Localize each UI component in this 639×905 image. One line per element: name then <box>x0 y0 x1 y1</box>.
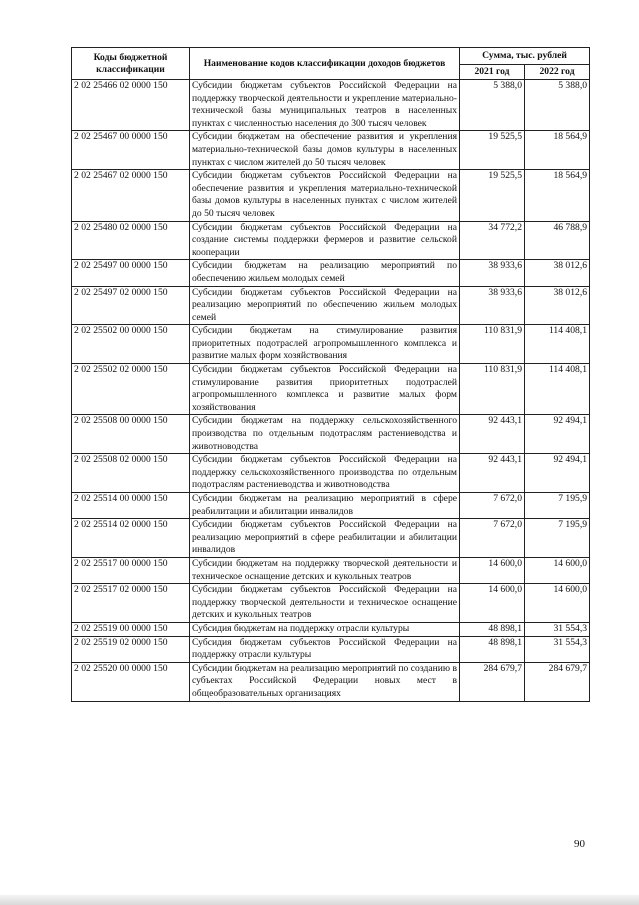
code-cell: 2 02 25514 00 0000 150 <box>72 493 190 519</box>
value-2022-cell: 38 012,6 <box>525 286 590 325</box>
code-cell: 2 02 25467 00 0000 150 <box>72 131 190 170</box>
value-2021-cell: 110 831,9 <box>460 364 525 415</box>
name-cell: Субсидии бюджетам субъектов Российской Федерации на создание системы поддержки фермеров и развитие сельской кооперации <box>190 221 460 260</box>
value-2021-cell: 110 831,9 <box>460 325 525 364</box>
code-cell: 2 02 25519 02 0000 150 <box>72 636 190 662</box>
value-2022-cell: 92 494,1 <box>525 454 590 493</box>
name-cell: Субсидии бюджетам субъектов Российской Федерации на поддержку творческой деятельности и техническое оснащение детских и кукольных театров <box>190 584 460 623</box>
header-year-2022: 2022 год <box>525 65 590 80</box>
value-2022-cell: 18 564,9 <box>525 170 590 221</box>
table-row <box>72 221 590 260</box>
header-sum: Сумма, тыс. рублей <box>460 48 590 65</box>
value-2021-cell: 48 898,1 <box>460 622 525 636</box>
name-cell: Субсидии бюджетам на поддержку творческой деятельности и техническое оснащение детских и кукольных театров <box>190 557 460 583</box>
header-name: Наименование кодов классификации доходов бюджетов <box>190 48 460 80</box>
value-2022-cell: 7 195,9 <box>525 493 590 519</box>
value-2021-cell: 92 443,1 <box>460 454 525 493</box>
value-2021-cell: 38 933,6 <box>460 286 525 325</box>
name-cell: Субсидии бюджетам субъектов Российской Федерации на стимулирование развития приоритетных подотраслей агропромышленного комплекса и развитие малых форм хозяйствования <box>190 364 460 415</box>
value-2022-cell: 92 494,1 <box>525 415 590 454</box>
value-2022-cell: 284 679,7 <box>525 662 590 701</box>
value-2022-cell: 38 012,6 <box>525 260 590 286</box>
table-row <box>72 260 590 286</box>
table-row <box>72 584 590 623</box>
code-cell: 2 02 25467 02 0000 150 <box>72 170 190 221</box>
table-row <box>72 325 590 364</box>
table-header <box>72 48 590 80</box>
table-row <box>72 454 590 493</box>
code-cell: 2 02 25517 02 0000 150 <box>72 584 190 623</box>
value-2022-cell: 31 554,3 <box>525 636 590 662</box>
value-2021-cell: 7 672,0 <box>460 493 525 519</box>
value-2021-cell: 19 525,5 <box>460 170 525 221</box>
name-cell: Субсидии бюджетам субъектов Российской Федерации на поддержку творческой деятельности и укрепление материально-технической базы муниципальных театров в населенных пунктах с численностью населения до 300 тысяч человек <box>190 80 460 131</box>
value-2022-cell: 31 554,3 <box>525 622 590 636</box>
value-2022-cell: 114 408,1 <box>525 325 590 364</box>
code-cell: 2 02 25520 00 0000 150 <box>72 662 190 701</box>
name-cell: Субсидии бюджетам на поддержку сельскохозяйственного производства по отдельным подотраслям растениеводства и животноводства <box>190 415 460 454</box>
table-body <box>72 80 590 702</box>
value-2021-cell: 5 388,0 <box>460 80 525 131</box>
name-cell: Субсидии бюджетам субъектов Российской Федерации на реализацию мероприятий в сфере реабилитации и абилитации инвалидов <box>190 519 460 558</box>
header-year-2021: 2021 год <box>460 65 525 80</box>
code-cell: 2 02 25480 02 0000 150 <box>72 221 190 260</box>
value-2022-cell: 18 564,9 <box>525 131 590 170</box>
name-cell: Субсидии бюджетам на реализацию мероприятий по обеспечению жильем молодых семей <box>190 260 460 286</box>
value-2021-cell: 38 933,6 <box>460 260 525 286</box>
table-row <box>72 415 590 454</box>
name-cell: Субсидии бюджетам на стимулирование развития приоритетных подотраслей агропромышленного комплекса и развитие малых форм хозяйствования <box>190 325 460 364</box>
name-cell: Субсидии бюджетам на реализацию мероприятий в сфере реабилитации и абилитации инвалидов <box>190 493 460 519</box>
table-row <box>72 557 590 583</box>
name-cell: Субсидии бюджетам на обеспечение развития и укрепления материально-технической базы домов культуры в населенных пунктах с числом жителей до 50 тысяч человек <box>190 131 460 170</box>
code-cell: 2 02 25519 00 0000 150 <box>72 622 190 636</box>
code-cell: 2 02 25508 02 0000 150 <box>72 454 190 493</box>
value-2022-cell: 5 388,0 <box>525 80 590 131</box>
value-2022-cell: 46 788,9 <box>525 221 590 260</box>
code-cell: 2 02 25502 02 0000 150 <box>72 364 190 415</box>
table-row <box>72 493 590 519</box>
value-2021-cell: 14 600,0 <box>460 557 525 583</box>
name-cell: Субсидии бюджетам субъектов Российской Федерации на обеспечение развития и укрепления материально-технической базы домов культуры в населенных пунктах с числом жителей до 50 тысяч человек <box>190 170 460 221</box>
code-cell: 2 02 25517 00 0000 150 <box>72 557 190 583</box>
code-cell: 2 02 25502 00 0000 150 <box>72 325 190 364</box>
code-cell: 2 02 25497 00 0000 150 <box>72 260 190 286</box>
header-codes: Коды бюджетной классификации <box>72 48 190 80</box>
value-2022-cell: 7 195,9 <box>525 519 590 558</box>
value-2021-cell: 48 898,1 <box>460 636 525 662</box>
table-row <box>72 622 590 636</box>
value-2022-cell: 114 408,1 <box>525 364 590 415</box>
name-cell: Субсидии бюджетам субъектов Российской Федерации на поддержку сельскохозяйственного производства по отдельным подотраслям растениеводства и животноводства <box>190 454 460 493</box>
table-row <box>72 519 590 558</box>
code-cell: 2 02 25497 02 0000 150 <box>72 286 190 325</box>
value-2021-cell: 34 772,2 <box>460 221 525 260</box>
code-cell: 2 02 25508 00 0000 150 <box>72 415 190 454</box>
page-number: 90 <box>574 838 585 850</box>
code-cell: 2 02 25514 02 0000 150 <box>72 519 190 558</box>
value-2022-cell: 14 600,0 <box>525 584 590 623</box>
value-2021-cell: 19 525,5 <box>460 131 525 170</box>
table-row <box>72 636 590 662</box>
value-2021-cell: 92 443,1 <box>460 415 525 454</box>
scan-edge <box>0 895 639 905</box>
budget-table <box>71 47 590 702</box>
name-cell: Субсидия бюджетам на поддержку отрасли культуры <box>190 622 460 636</box>
value-2021-cell: 7 672,0 <box>460 519 525 558</box>
name-cell: Субсидии бюджетам на реализацию мероприятий по созданию в субъектах Российской Федерации новых мест в общеобразовательных организациях <box>190 662 460 701</box>
value-2022-cell: 14 600,0 <box>525 557 590 583</box>
table-row <box>72 286 590 325</box>
table-row <box>72 80 590 131</box>
table-row <box>72 662 590 701</box>
table-row <box>72 170 590 221</box>
name-cell: Субсидии бюджетам субъектов Российской Федерации на реализацию мероприятий по обеспечению жильем молодых семей <box>190 286 460 325</box>
value-2021-cell: 14 600,0 <box>460 584 525 623</box>
table-row <box>72 364 590 415</box>
name-cell: Субсидия бюджетам субъектов Российской Федерации на поддержку отрасли культуры <box>190 636 460 662</box>
code-cell: 2 02 25466 02 0000 150 <box>72 80 190 131</box>
value-2021-cell: 284 679,7 <box>460 662 525 701</box>
table-row <box>72 131 590 170</box>
